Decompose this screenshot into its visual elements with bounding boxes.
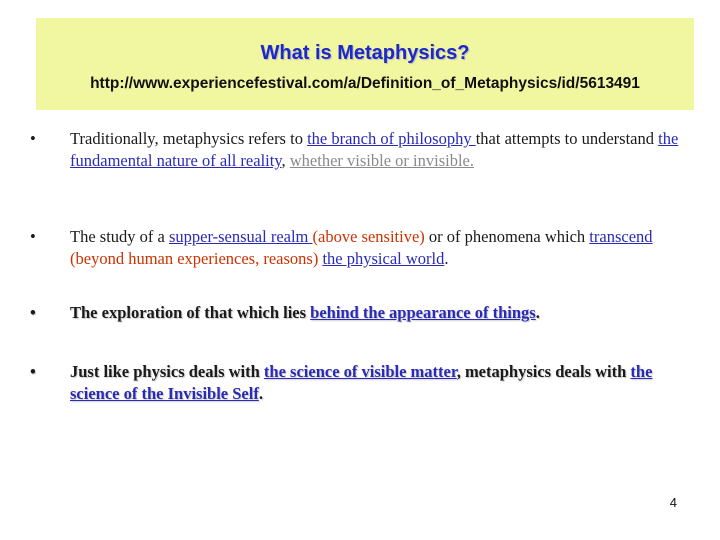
text-span: The exploration of that which lies: [70, 303, 311, 322]
bullet-text: [70, 302, 680, 324]
link-transcend[interactable]: transcend: [589, 227, 653, 246]
link-branch-of-philosophy[interactable]: the branch of philosophy: [307, 129, 476, 148]
slide-title: What is Metaphysics?: [260, 42, 470, 64]
annotation-beyond-human: (beyond human experiences, reasons): [70, 249, 323, 268]
text-span: .: [444, 249, 449, 268]
link-fundamental-nature[interactable]: the fundamental nature of all reality: [70, 129, 679, 170]
bullet-dot: •: [30, 303, 36, 322]
title-banner: [36, 18, 694, 110]
text-span: , metaphysics deals with: [456, 362, 631, 381]
link-supper-sensual-realm[interactable]: supper-sensual realm: [168, 227, 313, 246]
link-physical-world[interactable]: the physical world: [322, 249, 445, 268]
link-visible-invisible[interactable]: whether visible or invisible.: [289, 151, 474, 170]
text-span: or of phenomena which: [424, 227, 590, 246]
page-number: 4: [669, 495, 677, 510]
text-span: ,: [281, 151, 290, 170]
text-span: Traditionally, metaphysics refers to: [70, 129, 308, 148]
bullet-text: [70, 361, 680, 405]
text-span: .: [258, 384, 263, 403]
annotation-above-sensitive: (above sensitive): [312, 227, 425, 246]
bullet-text: [70, 128, 680, 172]
bullet-item-2: [30, 226, 680, 270]
bullet-item-1: [30, 128, 680, 172]
bullet-dot: •: [30, 227, 36, 246]
link-science-visible-matter[interactable]: the science of visible matter: [263, 362, 457, 381]
text-span: that attempts to understand: [475, 129, 659, 148]
bullet-text: [70, 226, 680, 270]
bullet-dot: •: [30, 362, 36, 381]
text-span: The study of a: [70, 227, 169, 246]
text-span: Just like physics deals with: [70, 362, 264, 381]
bullet-dot: •: [30, 129, 36, 148]
link-science-invisible-self[interactable]: the science of the Invisible Self: [70, 362, 653, 403]
link-behind-appearance[interactable]: behind the appearance of things: [310, 303, 536, 322]
source-url: http://www.experiencefestival.com/a/Definition_of_Metaphysics/id/5613491: [90, 75, 640, 92]
bullet-item-4: [30, 361, 680, 405]
bullet-item-3: [30, 302, 680, 324]
text-span: .: [535, 303, 540, 322]
